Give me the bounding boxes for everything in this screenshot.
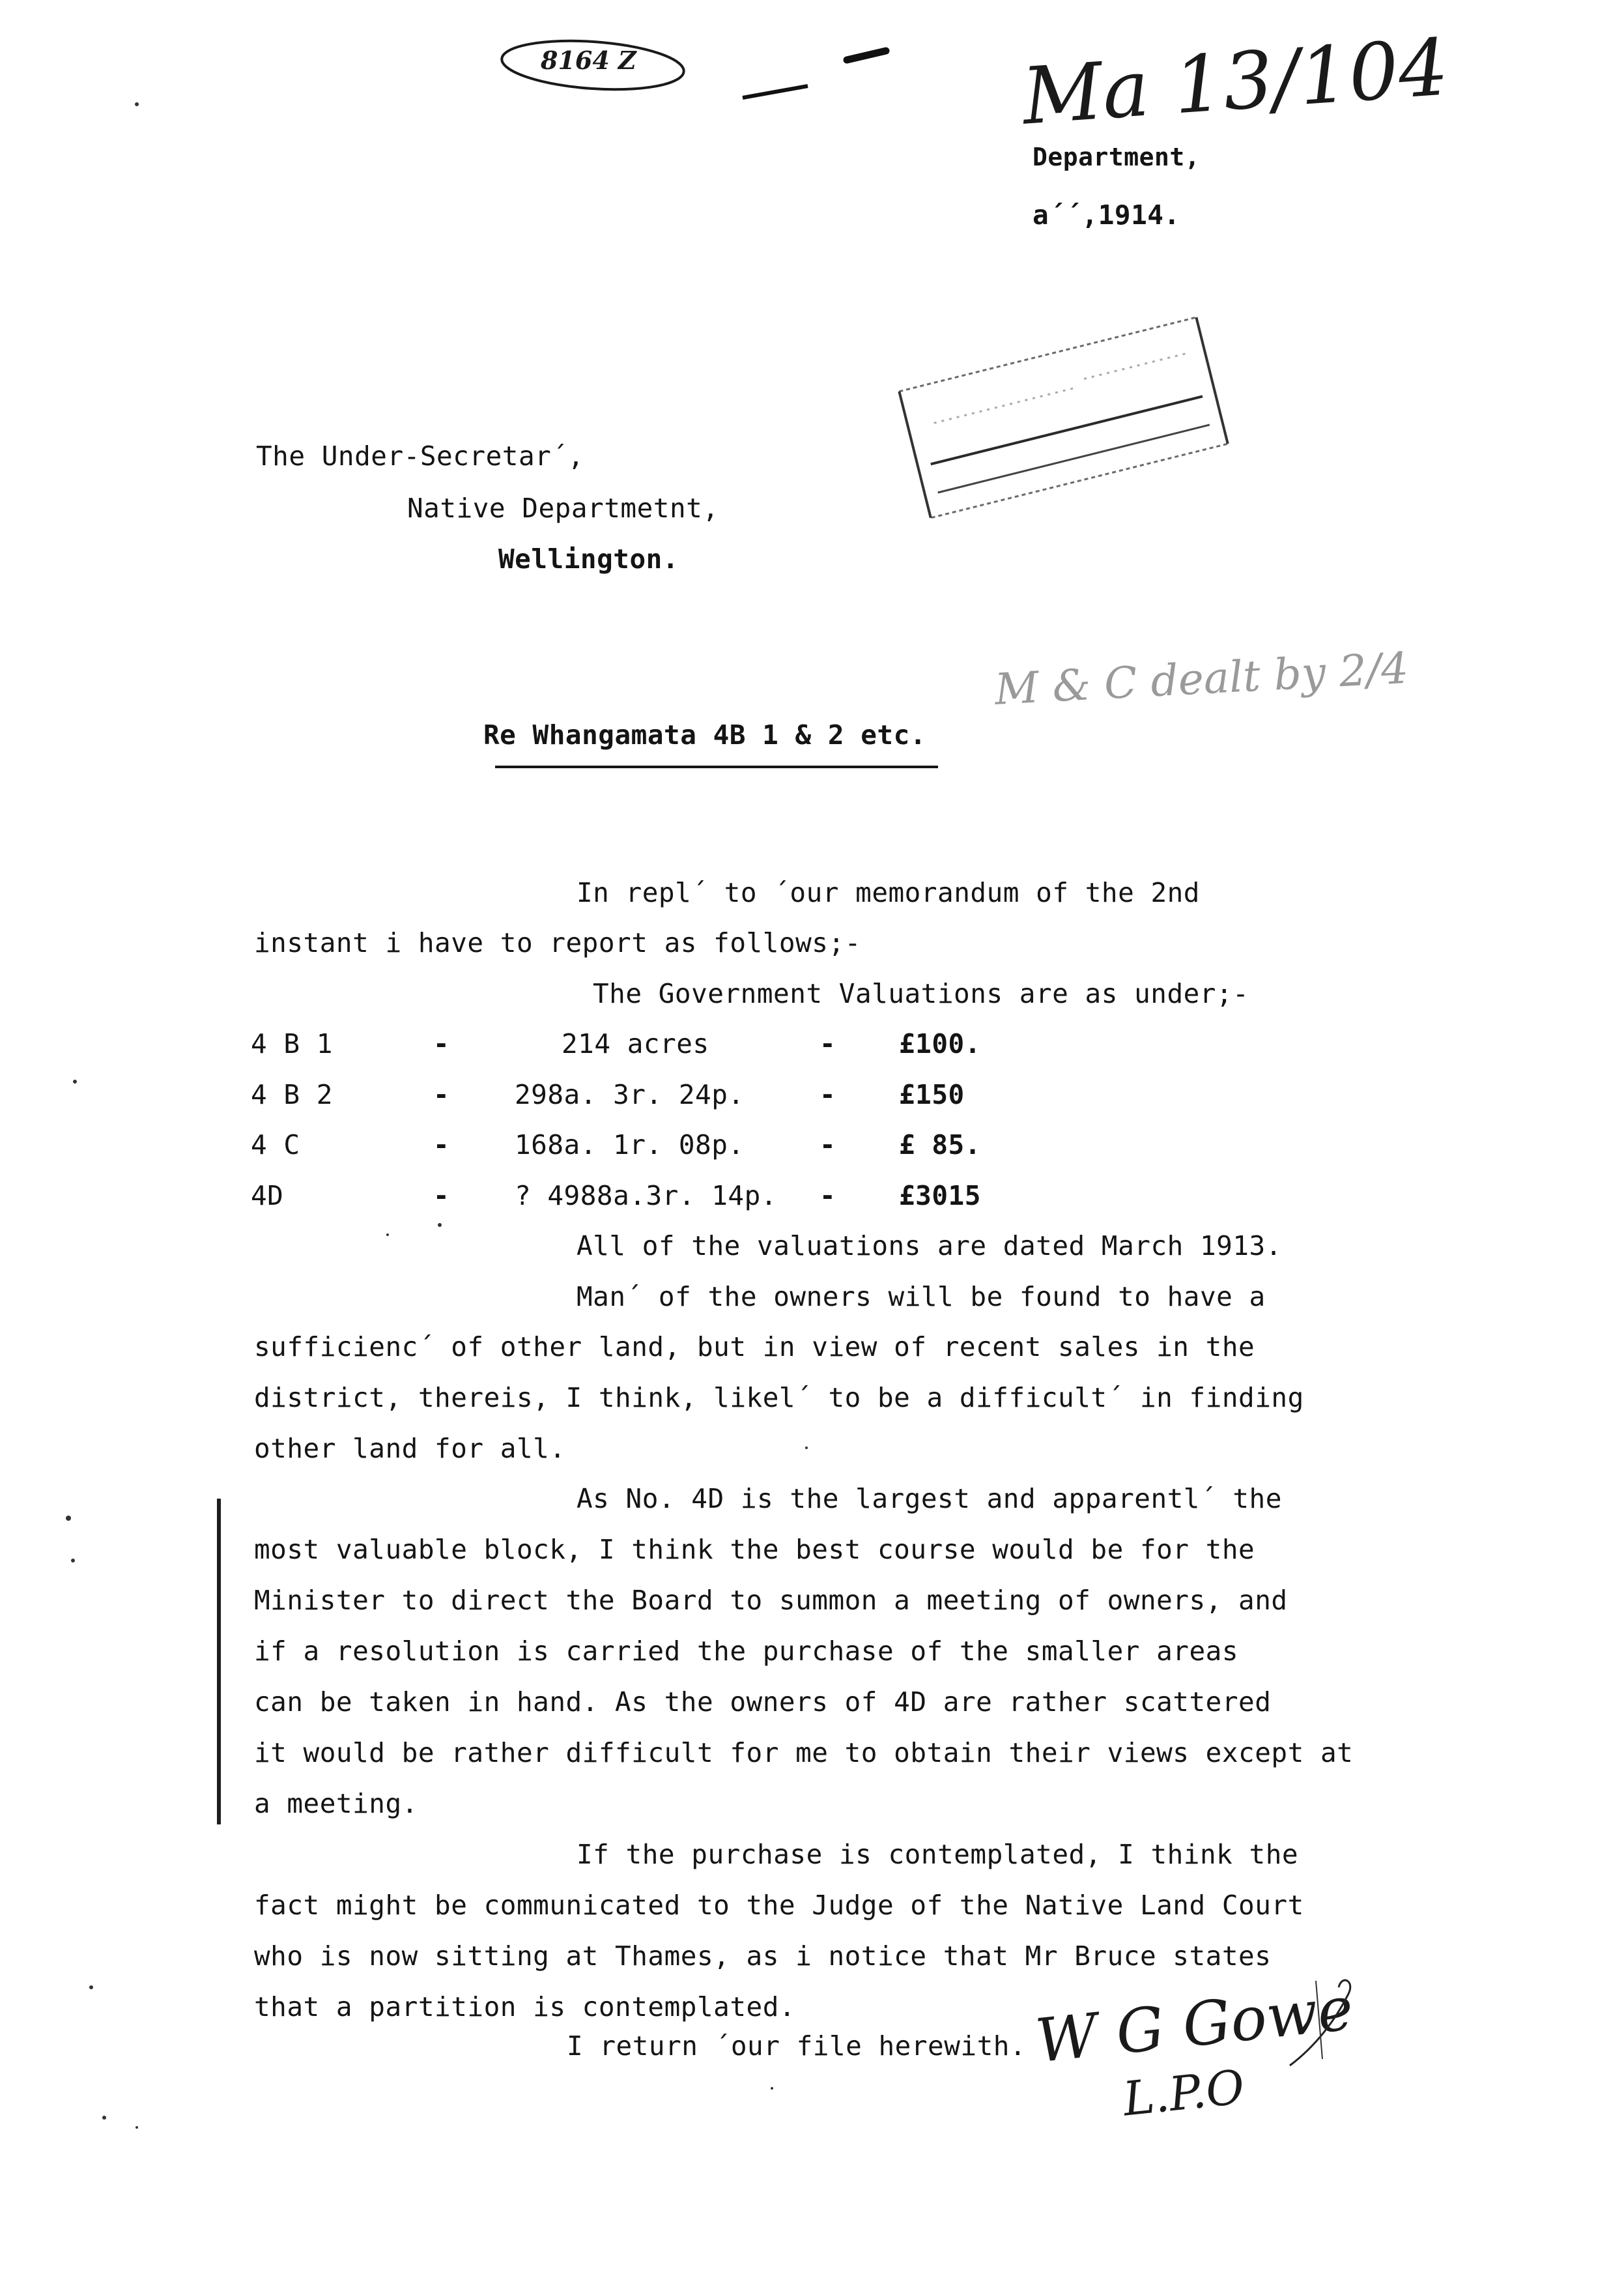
subject-line: Re Whangamata 4B 1 & 2 etc.	[483, 719, 926, 751]
letter-date: a´´,1914.	[1033, 199, 1180, 231]
signature-title: L.P.O	[1120, 2059, 1247, 2127]
valuation-dash: -	[433, 1028, 450, 1059]
valuation-value: £150	[899, 1079, 965, 1110]
valuation-block: 4 B 2	[251, 1079, 333, 1110]
intro-line-1: In repl´ to ´our memorandum of the 2nd	[577, 877, 1200, 908]
signature-name: W G Gowe	[1033, 1973, 1357, 2077]
closing-line: I return ´our file herewith.	[567, 2030, 1027, 2062]
paragraph-3-line: As No. 4D is the largest and apparentl´ the	[577, 1483, 1282, 1514]
valuation-block: 4 B 1	[251, 1028, 333, 1059]
valuation-area: 298a. 3r. 24p.	[515, 1079, 745, 1110]
valuation-area: 214 acres	[562, 1028, 709, 1059]
paragraph-4-line: If the purchase is contemplated, I think the	[577, 1839, 1299, 1870]
pencil-margin-note: M & C dealt by 2/4	[993, 642, 1410, 715]
valuation-block: 4 C	[251, 1129, 300, 1160]
valuation-value: £ 85.	[899, 1129, 981, 1160]
paragraph-3-line: it would be rather difficult for me to obtain their views except at	[254, 1737, 1354, 1768]
address-line-2: Native Departmetnt,	[407, 493, 719, 524]
valuation-dash: -	[819, 1180, 836, 1211]
paragraph-2-line: Man´ of the owners will be found to have a	[577, 1281, 1266, 1312]
paragraph-3-line: can be taken in hand. As the owners of 4D are rather scattered	[254, 1686, 1272, 1718]
valuation-dash: -	[433, 1180, 450, 1211]
valuations-heading: The Government Valuations are as under;-	[593, 978, 1249, 1009]
paragraph-3-line: if a resolution is carried the purchase of the smaller areas	[254, 1635, 1239, 1667]
paragraph-4-line: fact might be communicated to the Judge of the Native Land Court	[254, 1890, 1304, 1921]
intro-line-2: instant i have to report as follows;-	[254, 927, 861, 958]
valuation-block: 4D	[251, 1180, 284, 1211]
valuation-area: 168a. 1r. 08p.	[515, 1129, 745, 1160]
valuation-dash: -	[819, 1129, 836, 1160]
paragraph-2-line: district, thereis, I think, likel´ to be a difficult´ in finding	[254, 1382, 1304, 1413]
valuation-dash: -	[819, 1028, 836, 1059]
valuations-dated-line: All of the valuations are dated March 1913.	[577, 1230, 1282, 1261]
valuation-area: ? 4988a.3r. 14p.	[515, 1180, 777, 1211]
valuation-dash: -	[433, 1079, 450, 1110]
valuation-value: £3015	[899, 1180, 981, 1211]
paragraph-2-line: other land for all.	[254, 1433, 566, 1464]
circled-reference-number: 8164 Z	[541, 46, 636, 75]
handwritten-file-reference: Ma 13/104	[1019, 22, 1451, 143]
department-label: Department,	[1033, 143, 1201, 171]
valuation-dash: -	[433, 1129, 450, 1160]
paragraph-3-line: most valuable block, I think the best course would be for the	[254, 1534, 1255, 1565]
paragraph-2-line: sufficienc´ of other land, but in view of recent sales in the	[254, 1331, 1255, 1362]
address-line-1: The Under-Secretar´,	[256, 440, 584, 472]
paragraph-3-line: Minister to direct the Board to summon a meeting of owners, and	[254, 1585, 1288, 1616]
paragraph-4-line: who is now sitting at Thames, as i notice that Mr Bruce states	[254, 1940, 1272, 1972]
address-line-3: Wellington.	[498, 543, 679, 575]
valuation-value: £100.	[899, 1028, 981, 1059]
paragraph-3-line: a meeting.	[254, 1788, 418, 1819]
valuation-dash: -	[819, 1079, 836, 1110]
paragraph-4-line: that a partition is contemplated.	[254, 1991, 796, 2023]
